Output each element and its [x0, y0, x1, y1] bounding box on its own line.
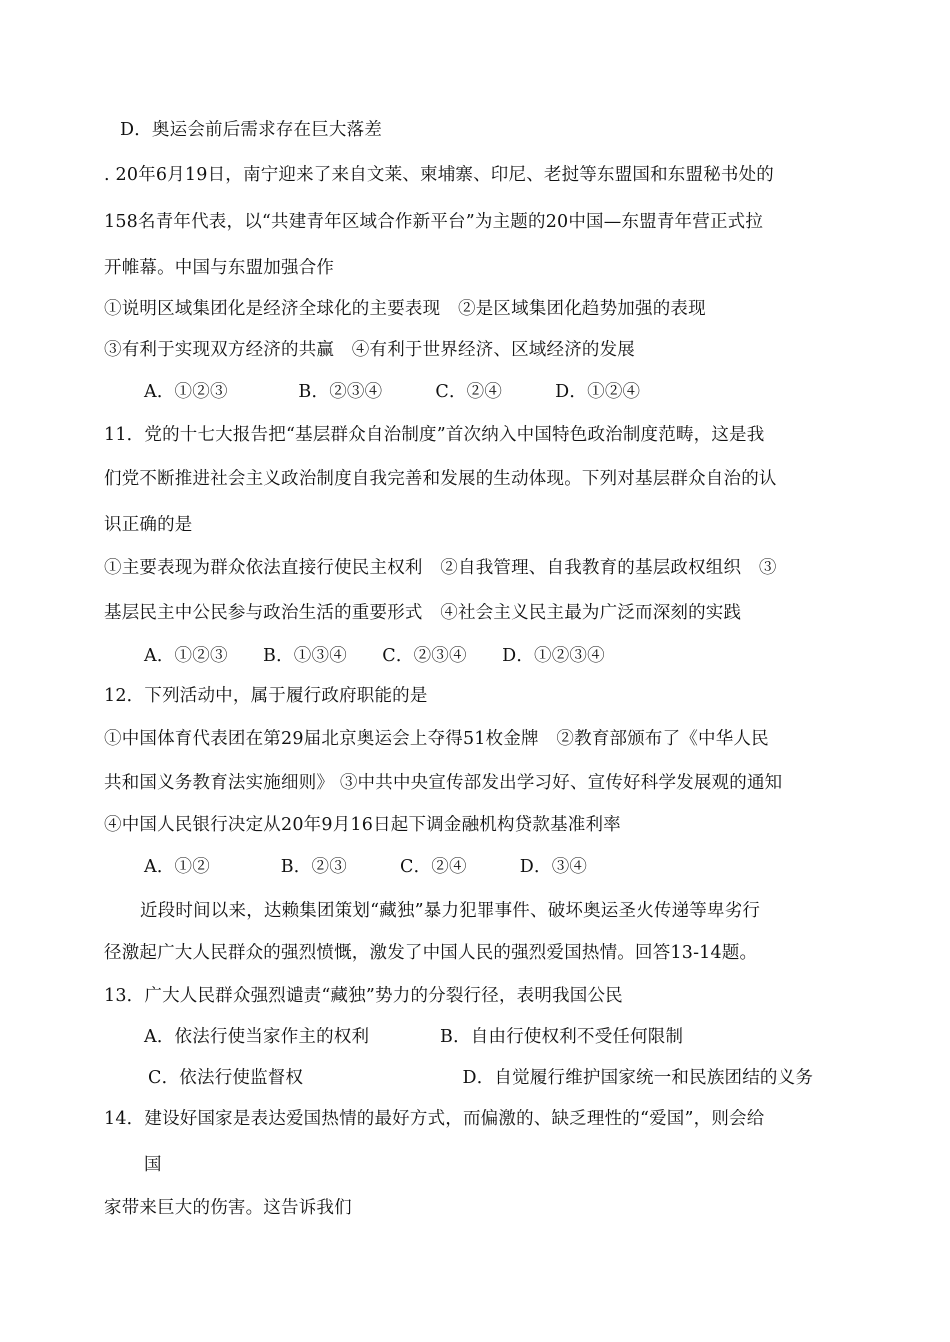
option-d-q9: D．奥运会前后需求存在巨大落差	[120, 120, 383, 140]
q13-options-line-2: C．依法行使监督权 D．自觉履行维护国家统一和民族团结的义务	[148, 1068, 814, 1088]
q11-stem-line-2: 们党不断推进社会主义政治制度自我完善和发展的生动体现。下列对基层群众自治的认	[104, 469, 777, 489]
q10-statements-line-1: ①说明区域集团化是经济全球化的主要表现 ②是区域集团化趋势加强的表现	[104, 299, 706, 319]
q11-stem-line-3: 识正确的是	[104, 515, 193, 535]
q11-statements-line-1: ①主要表现为群众依法直接行使民主权利 ②自我管理、自我教育的基层政权组织 ③	[104, 558, 777, 578]
q10-statements-line-2: ③有利于实现双方经济的共赢 ④有利于世界经济、区域经济的发展	[104, 340, 635, 360]
q12-options: A．①② B．②③ C．②④ D．③④	[144, 857, 588, 877]
q11-stem-line-1: 11．党的十七大报告把“基层群众自治制度”首次纳入中国特色政治制度范畴，这是我	[104, 425, 765, 445]
q10-stem-line-2: 158名青年代表，以“共建青年区域合作新平台”为主题的20中国—东盟青年营正式拉	[104, 212, 764, 232]
q11-statements-line-2: 基层民主中公民参与政治生活的重要形式 ④社会主义民主最为广泛而深刻的实践	[104, 603, 742, 623]
q14-stem-line-2: 国	[144, 1155, 162, 1175]
q10-stem-line-1: . 20年6月19日，南宁迎来了来自文莱、柬埔寨、印尼、老挝等东盟国和东盟秘书处的	[104, 165, 774, 185]
q12-statements-line-1: ①中国体育代表团在第29届北京奥运会上夺得51枚金牌 ②教育部颁布了《中华人民	[104, 729, 769, 749]
q11-options: A．①②③ B．①③④ C．②③④ D．①②③④	[144, 646, 605, 666]
q14-stem-line-1: 14．建设好国家是表达爱国热情的最好方式，而偏激的、缺乏理性的“爱国”，则会给	[104, 1109, 765, 1129]
q13-options-line-1: A．依法行使当家作主的权利 B．自由行使权利不受任何限制	[144, 1027, 684, 1047]
passage-line-1: 近段时间以来，达赖集团策划“藏独”暴力犯罪事件、破坏奥运圣火传递等卑劣行	[140, 901, 761, 921]
q10-options: A．①②③ B．②③④ C．②④ D．①②④	[144, 382, 641, 402]
q10-stem-line-3: 开帷幕。中国与东盟加强合作	[104, 258, 335, 278]
q12-statements-line-2: 共和国义务教育法实施细则》 ③中共中央宣传部发出学习好、宣传好科学发展观的通知	[104, 773, 783, 793]
q12-statements-line-3: ④中国人民银行决定从20年9月16日起下调金融机构贷款基准利率	[104, 815, 621, 835]
q12-stem: 12．下列活动中，属于履行政府职能的是	[104, 686, 428, 706]
passage-line-2: 径激起广大人民群众的强烈愤慨，激发了中国人民的强烈爱国热情。回答13-14题。	[104, 943, 758, 963]
q14-stem-line-3: 家带来巨大的伤害。这告诉我们	[104, 1198, 352, 1218]
q13-stem: 13．广大人民群众强烈谴责“藏独”势力的分裂行径，表明我国公民	[104, 986, 623, 1006]
